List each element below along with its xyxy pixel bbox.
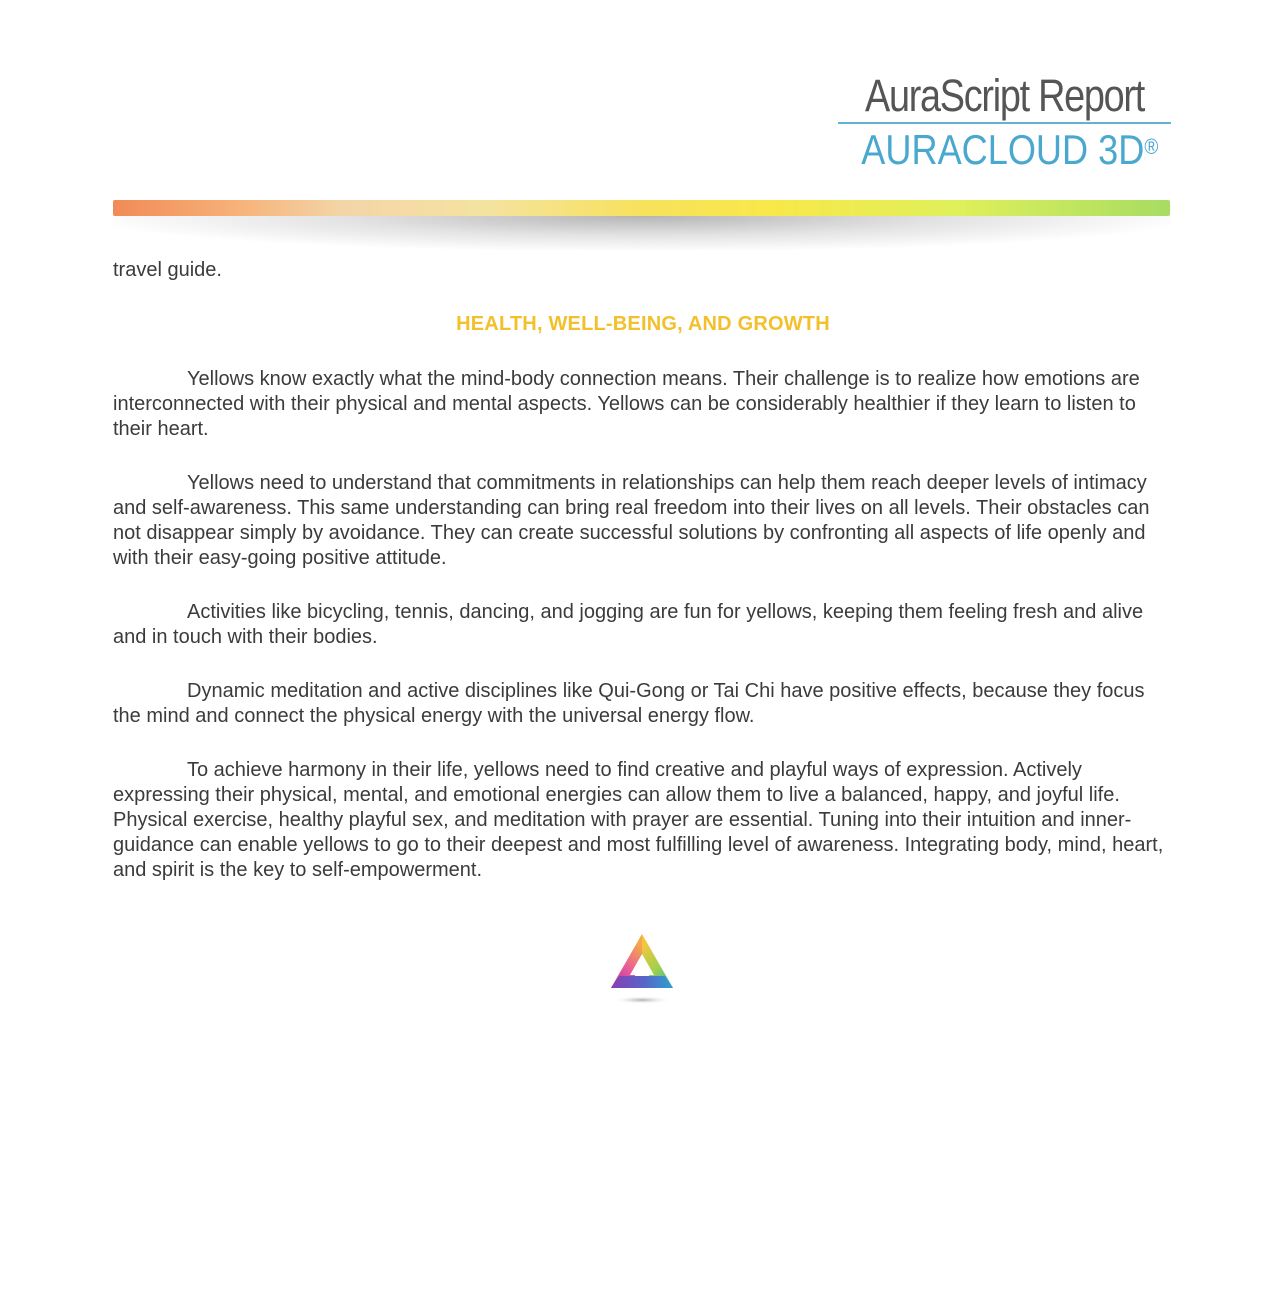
auracloud-header-logo bbox=[838, 70, 1171, 176]
paragraph-1: Yellows know exactly what the mind-body connection means. Their challenge is to realize how emotions are interconnected with their physical and mental aspects. Yellows can be considerably healthier if they learn to listen to their heart. bbox=[113, 368, 1140, 440]
rainbow-triangle-logo-icon bbox=[608, 930, 676, 1008]
logo-brand-text: AURACLOUD 3D bbox=[861, 126, 1145, 173]
paragraph-2: Yellows need to understand that commitments in relationships can help them reach deeper levels of intimacy and self-awareness. This same understanding can bring real freedom into their lives on all levels. Their obstacles can not disappear simply by avoidance. They can create successful solutions by confronting all aspects of life openly and with their easy-going positive attitude. bbox=[113, 472, 1150, 569]
logo-title: AuraScript Report bbox=[864, 70, 1145, 121]
paragraph-3: Activities like bicycling, tennis, dancing, and jogging are fun for yellows, keeping them feeling fresh and alive and in touch with their bodies. bbox=[113, 601, 1144, 648]
logo-brand bbox=[861, 124, 1159, 176]
section-heading: HEALTH, WELL-BEING, AND GROWTH bbox=[456, 313, 830, 335]
rainbow-header-bar bbox=[113, 200, 1170, 216]
paragraph-5: To achieve harmony in their life, yellows need to find creative and playful ways of expression. Actively expressing their physical, mental, and emotional energies can allow them to live a balanced, happy, and joyful life. Physical exercise, healthy playful sex, and meditation with prayer are essential. Tuning into their intuition and inner-guidance can enable yellows to go to their deepest and most fulfilling level of awareness. Integrating body, mind, heart, and spirit is the key to self-empowerment. bbox=[113, 759, 1164, 881]
paragraph-4: Dynamic meditation and active disciplines like Qui-Gong or Tai Chi have positive effects, because they focus the mind and connect the physical energy with the universal energy flow. bbox=[113, 680, 1145, 727]
document-body bbox=[113, 258, 1173, 912]
registered-mark: ® bbox=[1144, 134, 1159, 159]
lead-text: travel guide. bbox=[113, 259, 222, 281]
rainbow-bar-shadow bbox=[113, 216, 1170, 250]
